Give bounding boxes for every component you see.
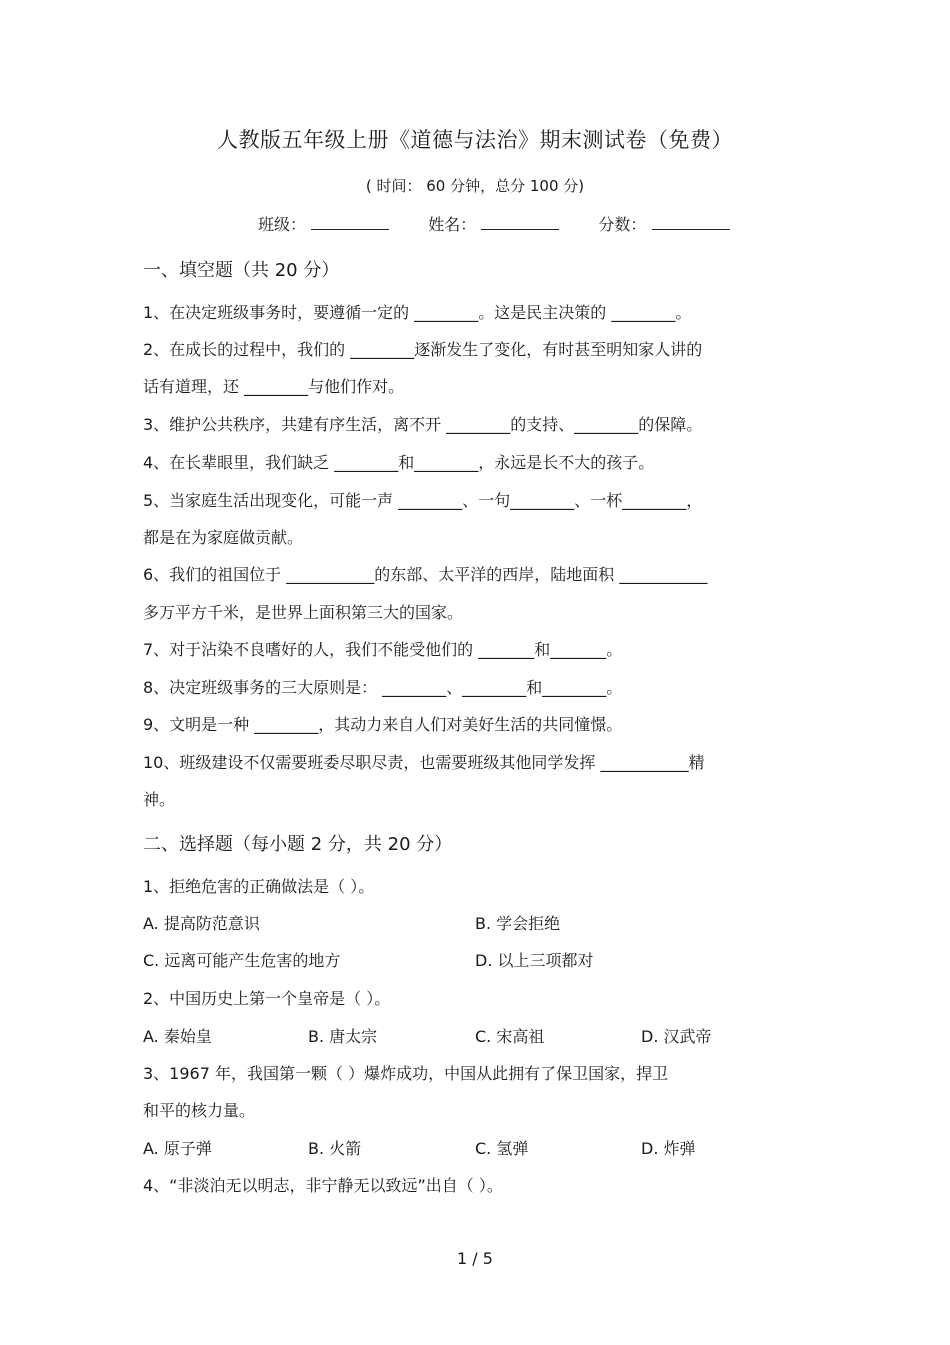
option-b: B. 火箭 — [308, 1139, 362, 1158]
option-b: B. 学会拒绝 — [475, 914, 561, 933]
question-line: 8、决定班级事务的三大原则是： ________、________和________。 — [143, 678, 623, 697]
option-a: A. 原子弹 — [143, 1139, 212, 1158]
question-line: 5、当家庭生活出现变化，可能一声 ________、一句________、一杯________， — [143, 491, 703, 510]
option-d: D. 炸弹 — [641, 1139, 696, 1158]
score-label: 分数： — [598, 215, 647, 234]
student-info-line — [258, 212, 730, 235]
page-title: 人教版五年级上册《道德与法治》期末测试卷（免费） — [217, 128, 733, 152]
question-line: 10、班级建设不仅需要班委尽职尽责，也需要班级其他同学发挥 ___________精 — [143, 753, 705, 772]
question-line: 神。 — [143, 790, 176, 809]
option-a: A. 提高防范意识 — [143, 914, 260, 933]
score-blank — [652, 214, 730, 230]
page-number: 1 / 5 — [457, 1249, 493, 1268]
class-blank — [311, 214, 389, 230]
question-line: 都是在为家庭做贡献。 — [143, 528, 304, 547]
question-stem: 1、拒绝危害的正确做法是（ ）。 — [143, 877, 375, 896]
question-line: 3、维护公共秩序，共建有序生活，离不开 ________的支持、________的保障。 — [143, 415, 703, 434]
question-line: 话有道理，还 ________与他们作对。 — [143, 377, 405, 396]
question-stem-continued: 和平的核力量。 — [143, 1101, 256, 1120]
question-line: 2、在成长的过程中，我们的 ________逐渐发生了变化，有时甚至明知家人讲的 — [143, 340, 703, 359]
exam-time-score: ( 时间： 60 分钟，总分 100 分) — [365, 177, 585, 195]
section-heading-multiple-choice: 二、选择题（每小题 2 分，共 20 分） — [143, 834, 453, 855]
question-line: 1、在决定班级事务时，要遵循一定的 ________。这是民主决策的 ________。 — [143, 303, 692, 322]
question-stem: 3、1967 年，我国第一颗（ ）爆炸成功，中国从此拥有了保卫国家，捍卫 — [143, 1064, 669, 1083]
name-label: 姓名： — [428, 215, 477, 234]
question-line: 4、在长辈眼里，我们缺乏 ________和________，永远是长不大的孩子。 — [143, 453, 655, 472]
option-a: A. 秦始皇 — [143, 1027, 212, 1046]
option-b: B. 唐太宗 — [308, 1027, 378, 1046]
question-line: 6、我们的祖国位于 ___________的东部、太平洋的西岸，陆地面积 ___________ — [143, 565, 708, 584]
question-stem: 4、“非淡泊无以明志，非宁静无以致远”出自（ ）。 — [143, 1176, 503, 1195]
option-c: C. 宋高祖 — [475, 1027, 545, 1046]
class-field — [258, 212, 389, 235]
option-c: C. 远离可能产生危害的地方 — [143, 951, 341, 970]
option-d: D. 以上三项都对 — [475, 951, 594, 970]
question-line: 7、对于沾染不良嗜好的人，我们不能受他们的 _______和_______。 — [143, 640, 623, 659]
score-field — [598, 212, 729, 235]
question-line: 多万平方千米，是世界上面积第三大的国家。 — [143, 603, 464, 622]
option-d: D. 汉武帝 — [641, 1027, 712, 1046]
section-heading-fill-in: 一、填空题（共 20 分） — [143, 260, 340, 281]
name-blank — [481, 214, 559, 230]
name-field — [428, 212, 559, 235]
option-c: C. 氢弹 — [475, 1139, 529, 1158]
question-stem: 2、中国历史上第一个皇帝是（ ）。 — [143, 989, 391, 1008]
class-label: 班级： — [258, 215, 307, 234]
question-line: 9、文明是一种 ________，其动力来自人们对美好生活的共同憧憬。 — [143, 715, 623, 734]
